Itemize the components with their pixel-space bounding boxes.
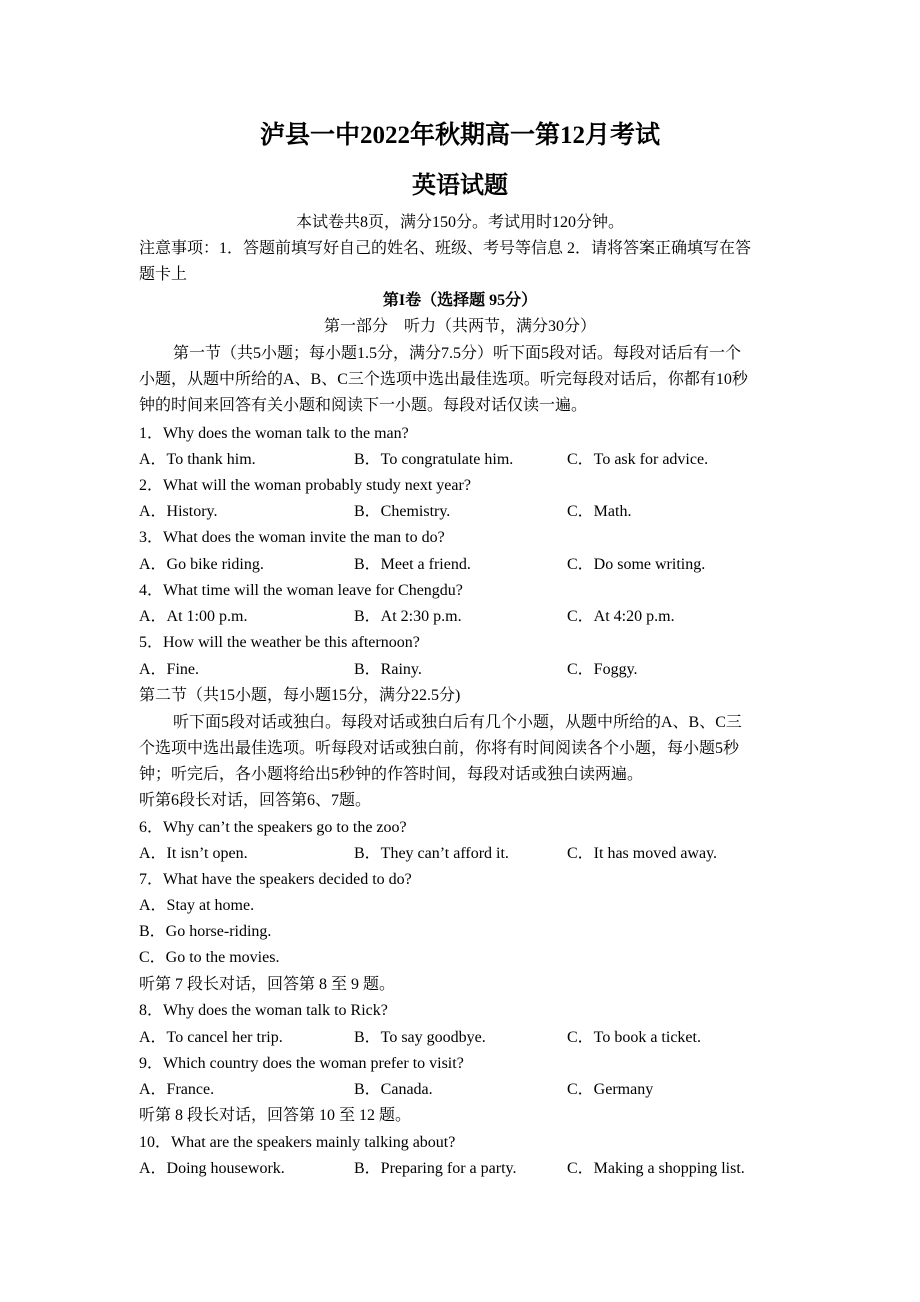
option-b: B．Rainy. [354,661,422,678]
option-a: A．To cancel her trip. [139,1029,283,1046]
option-b: B．Preparing for a party. [354,1160,517,1177]
section2-intro-line: 听下面5段对话或独白。每段对话或独白后有几个小题，从题中所给的A、B、C三 [173,714,742,731]
volume-title: 第I卷（选择题 95分） [382,292,538,309]
section1-intro-line: 第一节（共5小题；每小题1.5分，满分7.5分）听下面5段对话。每段对话后有一个 [173,345,742,362]
option-c: C．To ask for advice. [567,451,709,468]
option-b: B．Chemistry. [354,503,451,520]
notice-line-1: 注意事项：1．答题前填写好自己的姓名、班级、考号等信息 2．请将答案正确填写在答 [139,240,752,257]
option-a: A．History. [139,503,218,520]
option-c: C．To book a ticket. [567,1029,701,1046]
exam-info: 本试卷共8页，满分150分。考试用时120分钟。 [295,214,624,231]
option-c: C．It has moved away. [567,845,718,862]
section2-title: 第二节（共15小题，每小题15分，满分22.5分) [139,687,461,704]
section1-intro-line: 钟的时间来回答有关小题和阅读下一小题。每段对话仅读一遍。 [139,397,588,414]
option-b: B．To congratulate him. [354,451,514,468]
option-a: A．Go bike riding. [139,556,264,573]
option-a: A．It isn’t open. [139,845,248,862]
section-title: 第一部分 听力（共两节，满分30分） [323,318,596,335]
question-stem: 5．How will the weather be this afternoon? [139,634,420,651]
question-stem: 6．Why can’t the speakers go to the zoo? [139,819,407,836]
option-c: C．Do some writing. [567,556,706,573]
option-b: B．At 2:30 p.m. [354,608,462,625]
option-c: C．Germany [567,1081,654,1098]
question-stem: 8．Why does the woman talk to Rick? [139,1002,388,1019]
option-b: B．Go horse-riding. [139,923,272,940]
option-b: B．They can’t afford it. [354,845,509,862]
option-a: A．At 1:00 p.m. [139,608,248,625]
notice-line-2: 题卡上 [139,266,188,283]
option-c: C．Go to the movies. [139,949,280,966]
option-c: C．Foggy. [567,661,638,678]
exam-title: 泸县一中2022年秋期高一第12月考试 [259,122,660,149]
dialog-note: 听第6段长对话，回答第6、7题。 [139,792,372,809]
option-b: B．Meet a friend. [354,556,471,573]
option-a: A．Doing housework. [139,1160,285,1177]
exam-subtitle: 英语试题 [412,173,508,199]
section2-intro-line: 个选项中选出最佳选项。听每段对话或独白前，你将有时间阅读各个小题，每小题5秒 [139,740,740,757]
option-a: A．To thank him. [139,451,256,468]
option-a: A．Fine. [139,661,200,678]
option-b: B．Canada. [354,1081,433,1098]
question-stem: 10．What are the speakers mainly talking about? [139,1134,456,1151]
option-a: A．Stay at home. [139,897,255,914]
question-stem: 4．What time will the woman leave for Chengdu? [139,582,463,599]
question-stem: 7．What have the speakers decided to do? [139,871,412,888]
option-c: C．Making a shopping list. [567,1160,745,1177]
option-a: A．France. [139,1081,215,1098]
option-c: C．Math. [567,503,632,520]
question-stem: 2．What will the woman probably study next year? [139,477,471,494]
section2-intro-line: 钟；听完后，各小题将给出5秒钟的作答时间，每段对话或独白读两遍。 [139,766,644,783]
option-c: C．At 4:20 p.m. [567,608,675,625]
question-stem: 3．What does the woman invite the man to do? [139,529,445,546]
question-stem: 9．Which country does the woman prefer to visit? [139,1055,464,1072]
dialog-note: 听第 8 段长对话，回答第 10 至 12 题。 [139,1107,412,1124]
option-b: B．To say goodbye. [354,1029,486,1046]
section1-intro-line: 小题，从题中所给的A、B、C三个选项中选出最佳选项。听完每段对话后，你都有10秒 [139,371,748,388]
question-stem: 1．Why does the woman talk to the man? [139,425,409,442]
dialog-note: 听第 7 段长对话，回答第 8 至 9 题。 [139,976,396,993]
